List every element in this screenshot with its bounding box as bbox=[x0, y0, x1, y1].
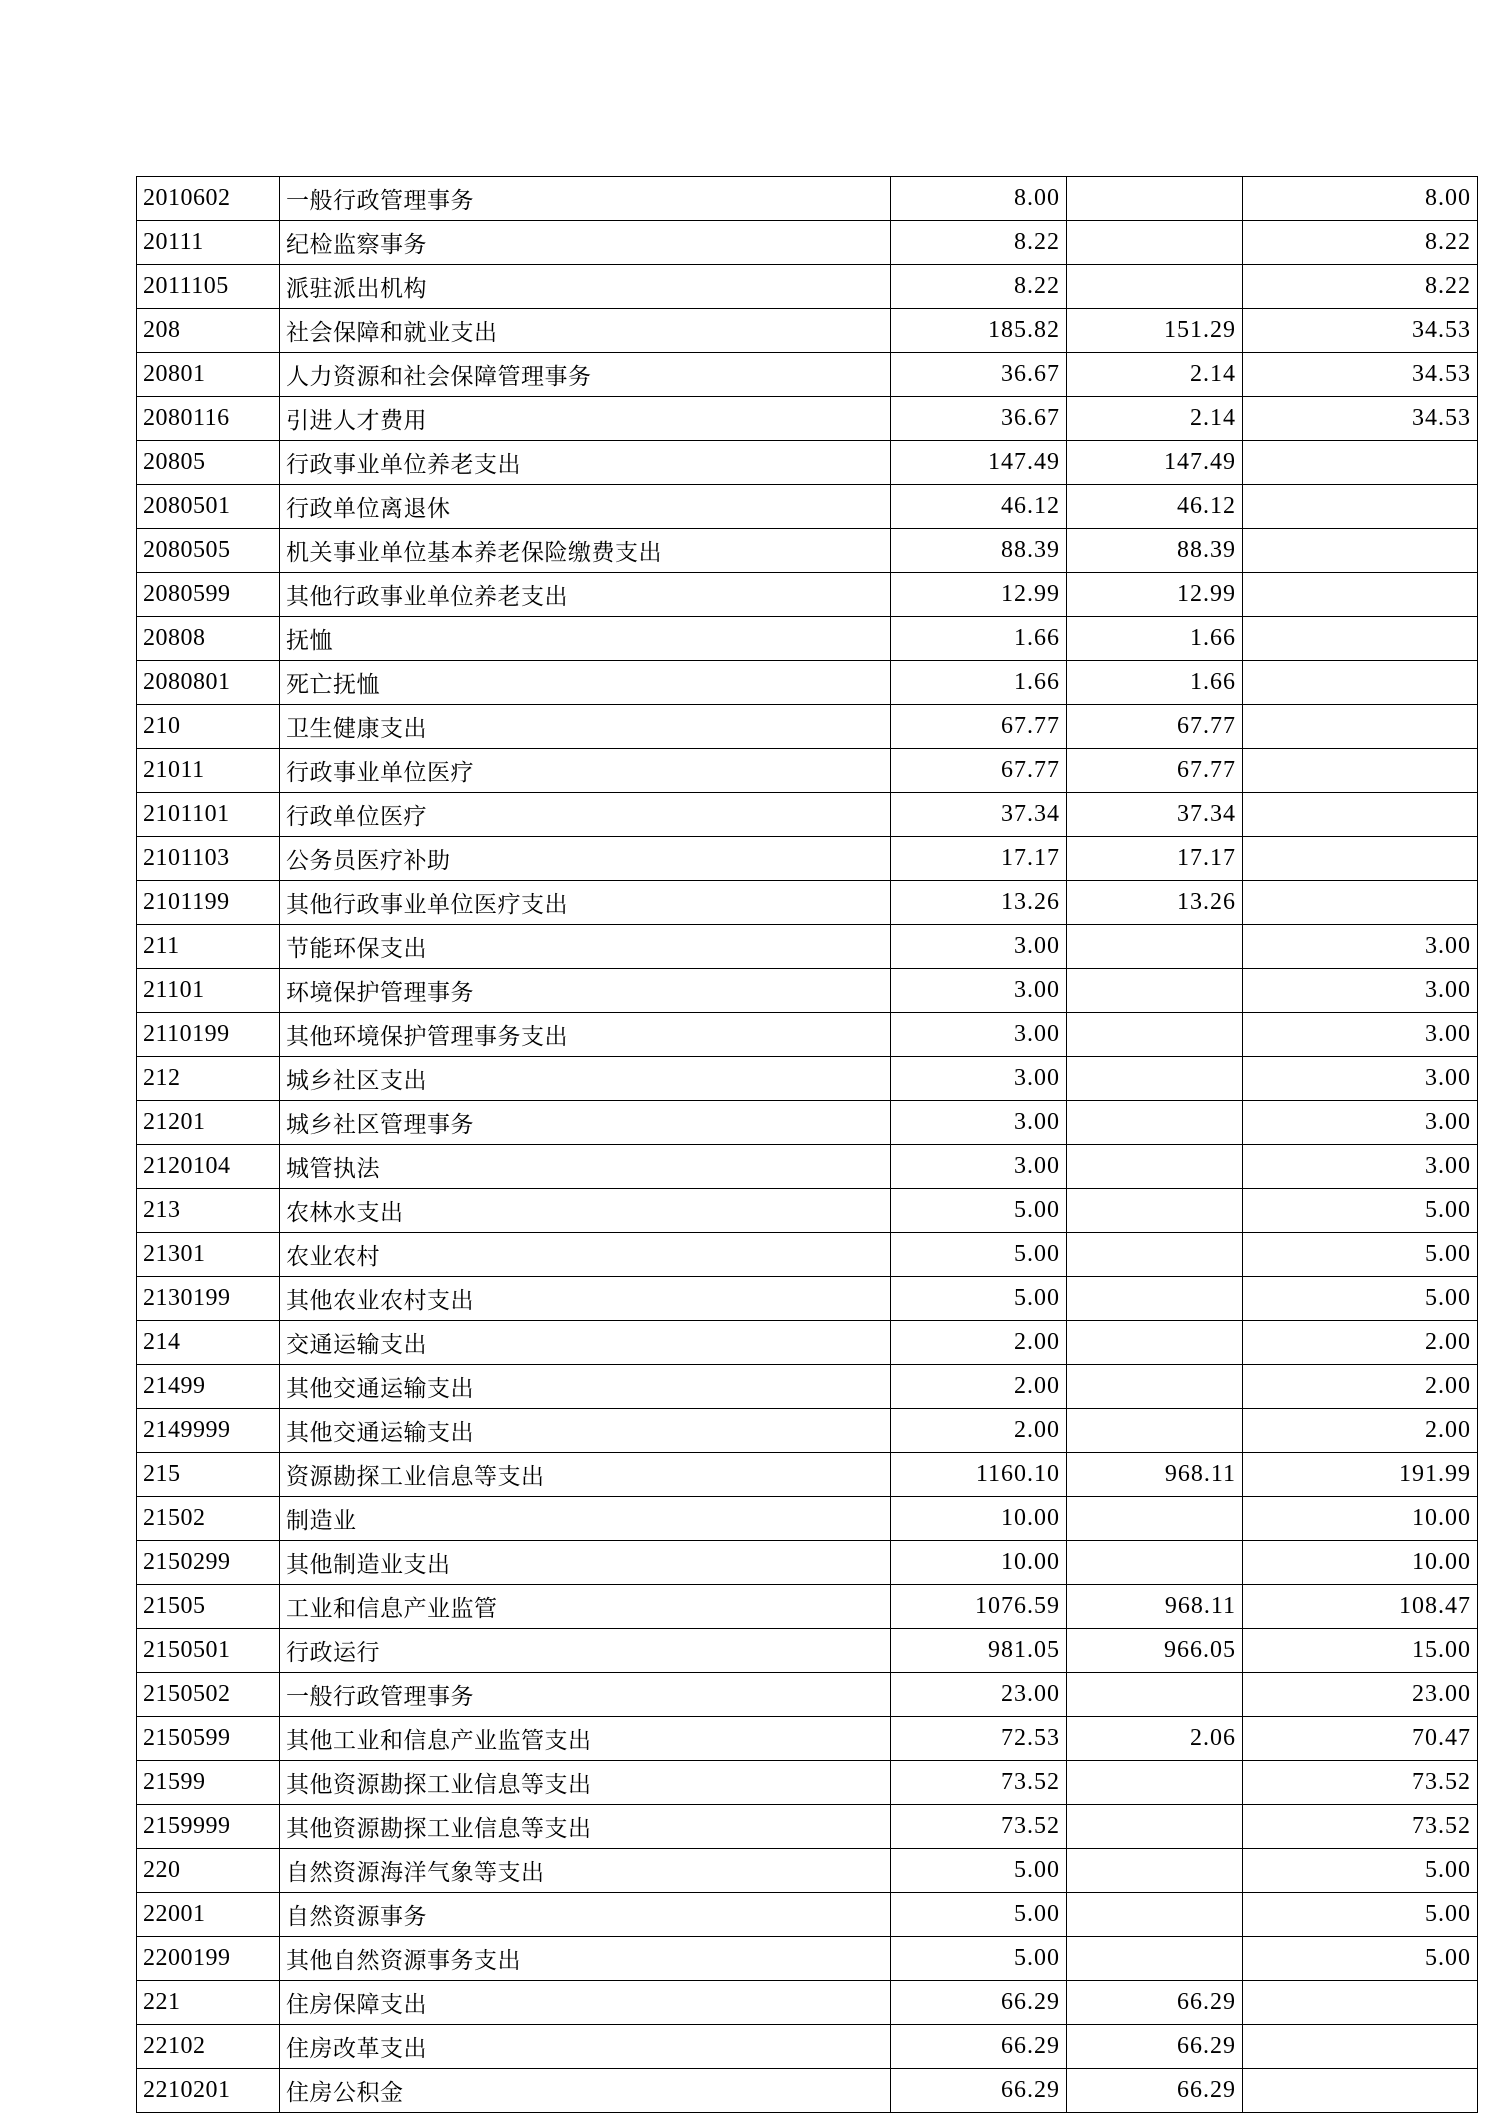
cell-code: 2130199 bbox=[137, 1277, 280, 1321]
table-row bbox=[137, 749, 1478, 793]
cell-basic: 17.17 bbox=[1067, 837, 1243, 881]
table-row bbox=[137, 1673, 1478, 1717]
cell-project: 191.99 bbox=[1243, 1453, 1478, 1497]
cell-code: 2150599 bbox=[137, 1717, 280, 1761]
cell-name: 人力资源和社会保障管理事务 bbox=[280, 353, 891, 397]
cell-total: 66.29 bbox=[891, 2025, 1067, 2069]
table-row bbox=[137, 1717, 1478, 1761]
cell-basic bbox=[1067, 1189, 1243, 1233]
cell-basic: 13.26 bbox=[1067, 881, 1243, 925]
cell-name: 行政事业单位医疗 bbox=[280, 749, 891, 793]
cell-total: 67.77 bbox=[891, 749, 1067, 793]
cell-total: 3.00 bbox=[891, 1057, 1067, 1101]
cell-project bbox=[1243, 1981, 1478, 2025]
cell-total: 72.53 bbox=[891, 1717, 1067, 1761]
cell-basic: 966.05 bbox=[1067, 1629, 1243, 1673]
cell-basic bbox=[1067, 1013, 1243, 1057]
budget-table-body bbox=[137, 177, 1478, 2113]
cell-basic bbox=[1067, 925, 1243, 969]
cell-code: 215 bbox=[137, 1453, 280, 1497]
cell-code: 2080116 bbox=[137, 397, 280, 441]
cell-code: 20805 bbox=[137, 441, 280, 485]
cell-project: 108.47 bbox=[1243, 1585, 1478, 1629]
cell-total: 3.00 bbox=[891, 1013, 1067, 1057]
cell-basic: 2.14 bbox=[1067, 353, 1243, 397]
cell-project bbox=[1243, 441, 1478, 485]
cell-basic: 147.49 bbox=[1067, 441, 1243, 485]
table-row bbox=[137, 1937, 1478, 1981]
cell-basic bbox=[1067, 1497, 1243, 1541]
cell-project: 3.00 bbox=[1243, 1101, 1478, 1145]
cell-code: 2101103 bbox=[137, 837, 280, 881]
table-row bbox=[137, 1189, 1478, 1233]
cell-project: 3.00 bbox=[1243, 1145, 1478, 1189]
table-row bbox=[137, 1761, 1478, 1805]
cell-basic: 2.06 bbox=[1067, 1717, 1243, 1761]
cell-name: 节能环保支出 bbox=[280, 925, 891, 969]
table-row bbox=[137, 309, 1478, 353]
cell-project bbox=[1243, 617, 1478, 661]
cell-name: 其他自然资源事务支出 bbox=[280, 1937, 891, 1981]
cell-name: 行政运行 bbox=[280, 1629, 891, 1673]
cell-total: 36.67 bbox=[891, 397, 1067, 441]
cell-code: 2200199 bbox=[137, 1937, 280, 1981]
table-row bbox=[137, 1849, 1478, 1893]
cell-project: 73.52 bbox=[1243, 1761, 1478, 1805]
cell-total: 3.00 bbox=[891, 925, 1067, 969]
cell-total: 3.00 bbox=[891, 1145, 1067, 1189]
cell-code: 21499 bbox=[137, 1365, 280, 1409]
table-row bbox=[137, 177, 1478, 221]
cell-basic bbox=[1067, 1365, 1243, 1409]
cell-project: 5.00 bbox=[1243, 1189, 1478, 1233]
cell-project bbox=[1243, 793, 1478, 837]
cell-total: 17.17 bbox=[891, 837, 1067, 881]
cell-basic: 37.34 bbox=[1067, 793, 1243, 837]
cell-name: 公务员医疗补助 bbox=[280, 837, 891, 881]
cell-project: 2.00 bbox=[1243, 1321, 1478, 1365]
cell-name: 行政单位医疗 bbox=[280, 793, 891, 837]
cell-total: 5.00 bbox=[891, 1937, 1067, 1981]
cell-code: 2010602 bbox=[137, 177, 280, 221]
cell-name: 制造业 bbox=[280, 1497, 891, 1541]
cell-total: 3.00 bbox=[891, 969, 1067, 1013]
cell-name: 农林水支出 bbox=[280, 1189, 891, 1233]
cell-basic: 12.99 bbox=[1067, 573, 1243, 617]
cell-total: 88.39 bbox=[891, 529, 1067, 573]
cell-project bbox=[1243, 2069, 1478, 2113]
table-row bbox=[137, 1233, 1478, 1277]
cell-total: 12.99 bbox=[891, 573, 1067, 617]
cell-total: 5.00 bbox=[891, 1189, 1067, 1233]
cell-basic bbox=[1067, 1673, 1243, 1717]
cell-total: 23.00 bbox=[891, 1673, 1067, 1717]
cell-name: 其他交通运输支出 bbox=[280, 1365, 891, 1409]
cell-basic bbox=[1067, 1277, 1243, 1321]
table-row bbox=[137, 881, 1478, 925]
cell-project: 3.00 bbox=[1243, 1013, 1478, 1057]
cell-total: 67.77 bbox=[891, 705, 1067, 749]
cell-total: 73.52 bbox=[891, 1805, 1067, 1849]
cell-total: 37.34 bbox=[891, 793, 1067, 837]
cell-name: 环境保护管理事务 bbox=[280, 969, 891, 1013]
table-row bbox=[137, 1585, 1478, 1629]
cell-code: 21201 bbox=[137, 1101, 280, 1145]
table-row bbox=[137, 969, 1478, 1013]
cell-total: 8.22 bbox=[891, 265, 1067, 309]
cell-code: 213 bbox=[137, 1189, 280, 1233]
cell-project: 5.00 bbox=[1243, 1233, 1478, 1277]
cell-basic: 66.29 bbox=[1067, 2025, 1243, 2069]
cell-project bbox=[1243, 529, 1478, 573]
budget-table bbox=[136, 176, 1478, 2113]
cell-basic: 1.66 bbox=[1067, 661, 1243, 705]
cell-total: 5.00 bbox=[891, 1893, 1067, 1937]
cell-total: 1160.10 bbox=[891, 1453, 1067, 1497]
cell-total: 5.00 bbox=[891, 1277, 1067, 1321]
cell-basic: 968.11 bbox=[1067, 1453, 1243, 1497]
table-row bbox=[137, 2025, 1478, 2069]
cell-total: 5.00 bbox=[891, 1233, 1067, 1277]
cell-basic bbox=[1067, 1057, 1243, 1101]
table-row bbox=[137, 1981, 1478, 2025]
cell-project: 10.00 bbox=[1243, 1541, 1478, 1585]
cell-code: 21101 bbox=[137, 969, 280, 1013]
cell-basic: 66.29 bbox=[1067, 2069, 1243, 2113]
cell-code: 2080801 bbox=[137, 661, 280, 705]
cell-total: 5.00 bbox=[891, 1849, 1067, 1893]
cell-code: 21599 bbox=[137, 1761, 280, 1805]
table-row bbox=[137, 1013, 1478, 1057]
cell-project: 10.00 bbox=[1243, 1497, 1478, 1541]
cell-code: 2080599 bbox=[137, 573, 280, 617]
cell-project: 3.00 bbox=[1243, 925, 1478, 969]
cell-name: 住房保障支出 bbox=[280, 1981, 891, 2025]
cell-code: 20808 bbox=[137, 617, 280, 661]
cell-name: 资源勘探工业信息等支出 bbox=[280, 1453, 891, 1497]
cell-basic: 88.39 bbox=[1067, 529, 1243, 573]
cell-code: 211 bbox=[137, 925, 280, 969]
cell-code: 2110199 bbox=[137, 1013, 280, 1057]
table-row bbox=[137, 1101, 1478, 1145]
table-row bbox=[137, 265, 1478, 309]
cell-code: 220 bbox=[137, 1849, 280, 1893]
cell-project bbox=[1243, 573, 1478, 617]
cell-project: 5.00 bbox=[1243, 1849, 1478, 1893]
cell-project: 23.00 bbox=[1243, 1673, 1478, 1717]
cell-name: 其他交通运输支出 bbox=[280, 1409, 891, 1453]
cell-code: 22102 bbox=[137, 2025, 280, 2069]
cell-project: 2.00 bbox=[1243, 1409, 1478, 1453]
cell-name: 工业和信息产业监管 bbox=[280, 1585, 891, 1629]
table-row bbox=[137, 1805, 1478, 1849]
cell-project: 8.22 bbox=[1243, 265, 1478, 309]
cell-basic bbox=[1067, 1409, 1243, 1453]
cell-code: 208 bbox=[137, 309, 280, 353]
cell-name: 派驻派出机构 bbox=[280, 265, 891, 309]
cell-code: 212 bbox=[137, 1057, 280, 1101]
table-row bbox=[137, 1365, 1478, 1409]
table-row bbox=[137, 529, 1478, 573]
cell-code: 214 bbox=[137, 1321, 280, 1365]
cell-total: 1076.59 bbox=[891, 1585, 1067, 1629]
table-row bbox=[137, 2069, 1478, 2113]
cell-project: 73.52 bbox=[1243, 1805, 1478, 1849]
cell-name: 城乡社区管理事务 bbox=[280, 1101, 891, 1145]
cell-name: 死亡抚恤 bbox=[280, 661, 891, 705]
budget-table-container bbox=[136, 176, 1471, 2113]
cell-code: 221 bbox=[137, 1981, 280, 2025]
table-row bbox=[137, 397, 1478, 441]
cell-name: 其他制造业支出 bbox=[280, 1541, 891, 1585]
cell-basic bbox=[1067, 1937, 1243, 1981]
cell-project: 15.00 bbox=[1243, 1629, 1478, 1673]
cell-project: 8.22 bbox=[1243, 221, 1478, 265]
table-row bbox=[137, 1893, 1478, 1937]
cell-total: 66.29 bbox=[891, 1981, 1067, 2025]
cell-project bbox=[1243, 2025, 1478, 2069]
cell-code: 2159999 bbox=[137, 1805, 280, 1849]
cell-project: 70.47 bbox=[1243, 1717, 1478, 1761]
cell-project: 3.00 bbox=[1243, 969, 1478, 1013]
cell-name: 社会保障和就业支出 bbox=[280, 309, 891, 353]
table-row bbox=[137, 837, 1478, 881]
cell-name: 其他资源勘探工业信息等支出 bbox=[280, 1805, 891, 1849]
cell-total: 8.00 bbox=[891, 177, 1067, 221]
cell-total: 147.49 bbox=[891, 441, 1067, 485]
cell-project bbox=[1243, 837, 1478, 881]
cell-total: 2.00 bbox=[891, 1409, 1067, 1453]
cell-basic: 67.77 bbox=[1067, 705, 1243, 749]
table-row bbox=[137, 1541, 1478, 1585]
cell-project bbox=[1243, 661, 1478, 705]
cell-project: 3.00 bbox=[1243, 1057, 1478, 1101]
cell-basic bbox=[1067, 265, 1243, 309]
cell-total: 66.29 bbox=[891, 2069, 1067, 2113]
cell-project: 2.00 bbox=[1243, 1365, 1478, 1409]
cell-code: 2101101 bbox=[137, 793, 280, 837]
cell-name: 其他环境保护管理事务支出 bbox=[280, 1013, 891, 1057]
table-row bbox=[137, 573, 1478, 617]
cell-project: 34.53 bbox=[1243, 353, 1478, 397]
cell-basic: 151.29 bbox=[1067, 309, 1243, 353]
cell-name: 城管执法 bbox=[280, 1145, 891, 1189]
cell-basic bbox=[1067, 1761, 1243, 1805]
cell-code: 21502 bbox=[137, 1497, 280, 1541]
cell-name: 交通运输支出 bbox=[280, 1321, 891, 1365]
cell-basic: 968.11 bbox=[1067, 1585, 1243, 1629]
cell-basic: 66.29 bbox=[1067, 1981, 1243, 2025]
cell-code: 2150299 bbox=[137, 1541, 280, 1585]
cell-name: 行政事业单位养老支出 bbox=[280, 441, 891, 485]
cell-code: 20111 bbox=[137, 221, 280, 265]
cell-code: 2101199 bbox=[137, 881, 280, 925]
cell-code: 2011105 bbox=[137, 265, 280, 309]
cell-name: 行政单位离退休 bbox=[280, 485, 891, 529]
cell-name: 其他行政事业单位医疗支出 bbox=[280, 881, 891, 925]
table-row bbox=[137, 485, 1478, 529]
table-row bbox=[137, 353, 1478, 397]
cell-name: 引进人才费用 bbox=[280, 397, 891, 441]
table-row bbox=[137, 1453, 1478, 1497]
cell-basic bbox=[1067, 1101, 1243, 1145]
cell-code: 22001 bbox=[137, 1893, 280, 1937]
cell-total: 981.05 bbox=[891, 1629, 1067, 1673]
cell-code: 21011 bbox=[137, 749, 280, 793]
cell-name: 一般行政管理事务 bbox=[280, 1673, 891, 1717]
cell-code: 2080501 bbox=[137, 485, 280, 529]
table-row bbox=[137, 1277, 1478, 1321]
cell-code: 210 bbox=[137, 705, 280, 749]
cell-total: 13.26 bbox=[891, 881, 1067, 925]
cell-total: 1.66 bbox=[891, 617, 1067, 661]
cell-code: 2150502 bbox=[137, 1673, 280, 1717]
cell-code: 21505 bbox=[137, 1585, 280, 1629]
cell-project bbox=[1243, 485, 1478, 529]
cell-name: 纪检监察事务 bbox=[280, 221, 891, 265]
cell-basic: 1.66 bbox=[1067, 617, 1243, 661]
cell-code: 2210201 bbox=[137, 2069, 280, 2113]
table-row bbox=[137, 705, 1478, 749]
cell-name: 农业农村 bbox=[280, 1233, 891, 1277]
cell-name: 城乡社区支出 bbox=[280, 1057, 891, 1101]
cell-name: 机关事业单位基本养老保险缴费支出 bbox=[280, 529, 891, 573]
cell-project: 5.00 bbox=[1243, 1893, 1478, 1937]
cell-name: 自然资源事务 bbox=[280, 1893, 891, 1937]
cell-total: 8.22 bbox=[891, 221, 1067, 265]
cell-name: 一般行政管理事务 bbox=[280, 177, 891, 221]
cell-name: 其他工业和信息产业监管支出 bbox=[280, 1717, 891, 1761]
cell-basic bbox=[1067, 1893, 1243, 1937]
cell-project: 34.53 bbox=[1243, 309, 1478, 353]
cell-total: 3.00 bbox=[891, 1101, 1067, 1145]
cell-name: 其他农业农村支出 bbox=[280, 1277, 891, 1321]
cell-code: 2080505 bbox=[137, 529, 280, 573]
cell-total: 73.52 bbox=[891, 1761, 1067, 1805]
table-row bbox=[137, 1145, 1478, 1189]
cell-basic: 46.12 bbox=[1067, 485, 1243, 529]
table-row bbox=[137, 1409, 1478, 1453]
cell-project: 34.53 bbox=[1243, 397, 1478, 441]
cell-total: 1.66 bbox=[891, 661, 1067, 705]
cell-name: 自然资源海洋气象等支出 bbox=[280, 1849, 891, 1893]
cell-project: 8.00 bbox=[1243, 177, 1478, 221]
table-row bbox=[137, 441, 1478, 485]
cell-name: 其他资源勘探工业信息等支出 bbox=[280, 1761, 891, 1805]
cell-name: 住房改革支出 bbox=[280, 2025, 891, 2069]
table-row bbox=[137, 793, 1478, 837]
cell-total: 36.67 bbox=[891, 353, 1067, 397]
cell-project bbox=[1243, 705, 1478, 749]
cell-code: 21301 bbox=[137, 1233, 280, 1277]
cell-code: 20801 bbox=[137, 353, 280, 397]
table-row bbox=[137, 1629, 1478, 1673]
cell-basic bbox=[1067, 1321, 1243, 1365]
cell-project bbox=[1243, 881, 1478, 925]
cell-basic: 2.14 bbox=[1067, 397, 1243, 441]
table-row bbox=[137, 1321, 1478, 1365]
table-row bbox=[137, 221, 1478, 265]
cell-basic bbox=[1067, 221, 1243, 265]
cell-name: 其他行政事业单位养老支出 bbox=[280, 573, 891, 617]
cell-basic bbox=[1067, 1805, 1243, 1849]
cell-total: 2.00 bbox=[891, 1365, 1067, 1409]
cell-name: 住房公积金 bbox=[280, 2069, 891, 2113]
table-row bbox=[137, 1057, 1478, 1101]
table-row bbox=[137, 925, 1478, 969]
cell-basic bbox=[1067, 1145, 1243, 1189]
cell-total: 10.00 bbox=[891, 1497, 1067, 1541]
cell-basic bbox=[1067, 1233, 1243, 1277]
cell-total: 2.00 bbox=[891, 1321, 1067, 1365]
table-row bbox=[137, 1497, 1478, 1541]
cell-name: 卫生健康支出 bbox=[280, 705, 891, 749]
table-row bbox=[137, 661, 1478, 705]
cell-project: 5.00 bbox=[1243, 1277, 1478, 1321]
cell-total: 185.82 bbox=[891, 309, 1067, 353]
cell-basic bbox=[1067, 177, 1243, 221]
cell-project bbox=[1243, 749, 1478, 793]
cell-basic bbox=[1067, 969, 1243, 1013]
cell-name: 抚恤 bbox=[280, 617, 891, 661]
cell-total: 46.12 bbox=[891, 485, 1067, 529]
cell-code: 2150501 bbox=[137, 1629, 280, 1673]
cell-code: 2149999 bbox=[137, 1409, 280, 1453]
cell-basic bbox=[1067, 1541, 1243, 1585]
cell-total: 10.00 bbox=[891, 1541, 1067, 1585]
cell-project: 5.00 bbox=[1243, 1937, 1478, 1981]
cell-basic bbox=[1067, 1849, 1243, 1893]
table-row bbox=[137, 617, 1478, 661]
cell-basic: 67.77 bbox=[1067, 749, 1243, 793]
cell-code: 2120104 bbox=[137, 1145, 280, 1189]
